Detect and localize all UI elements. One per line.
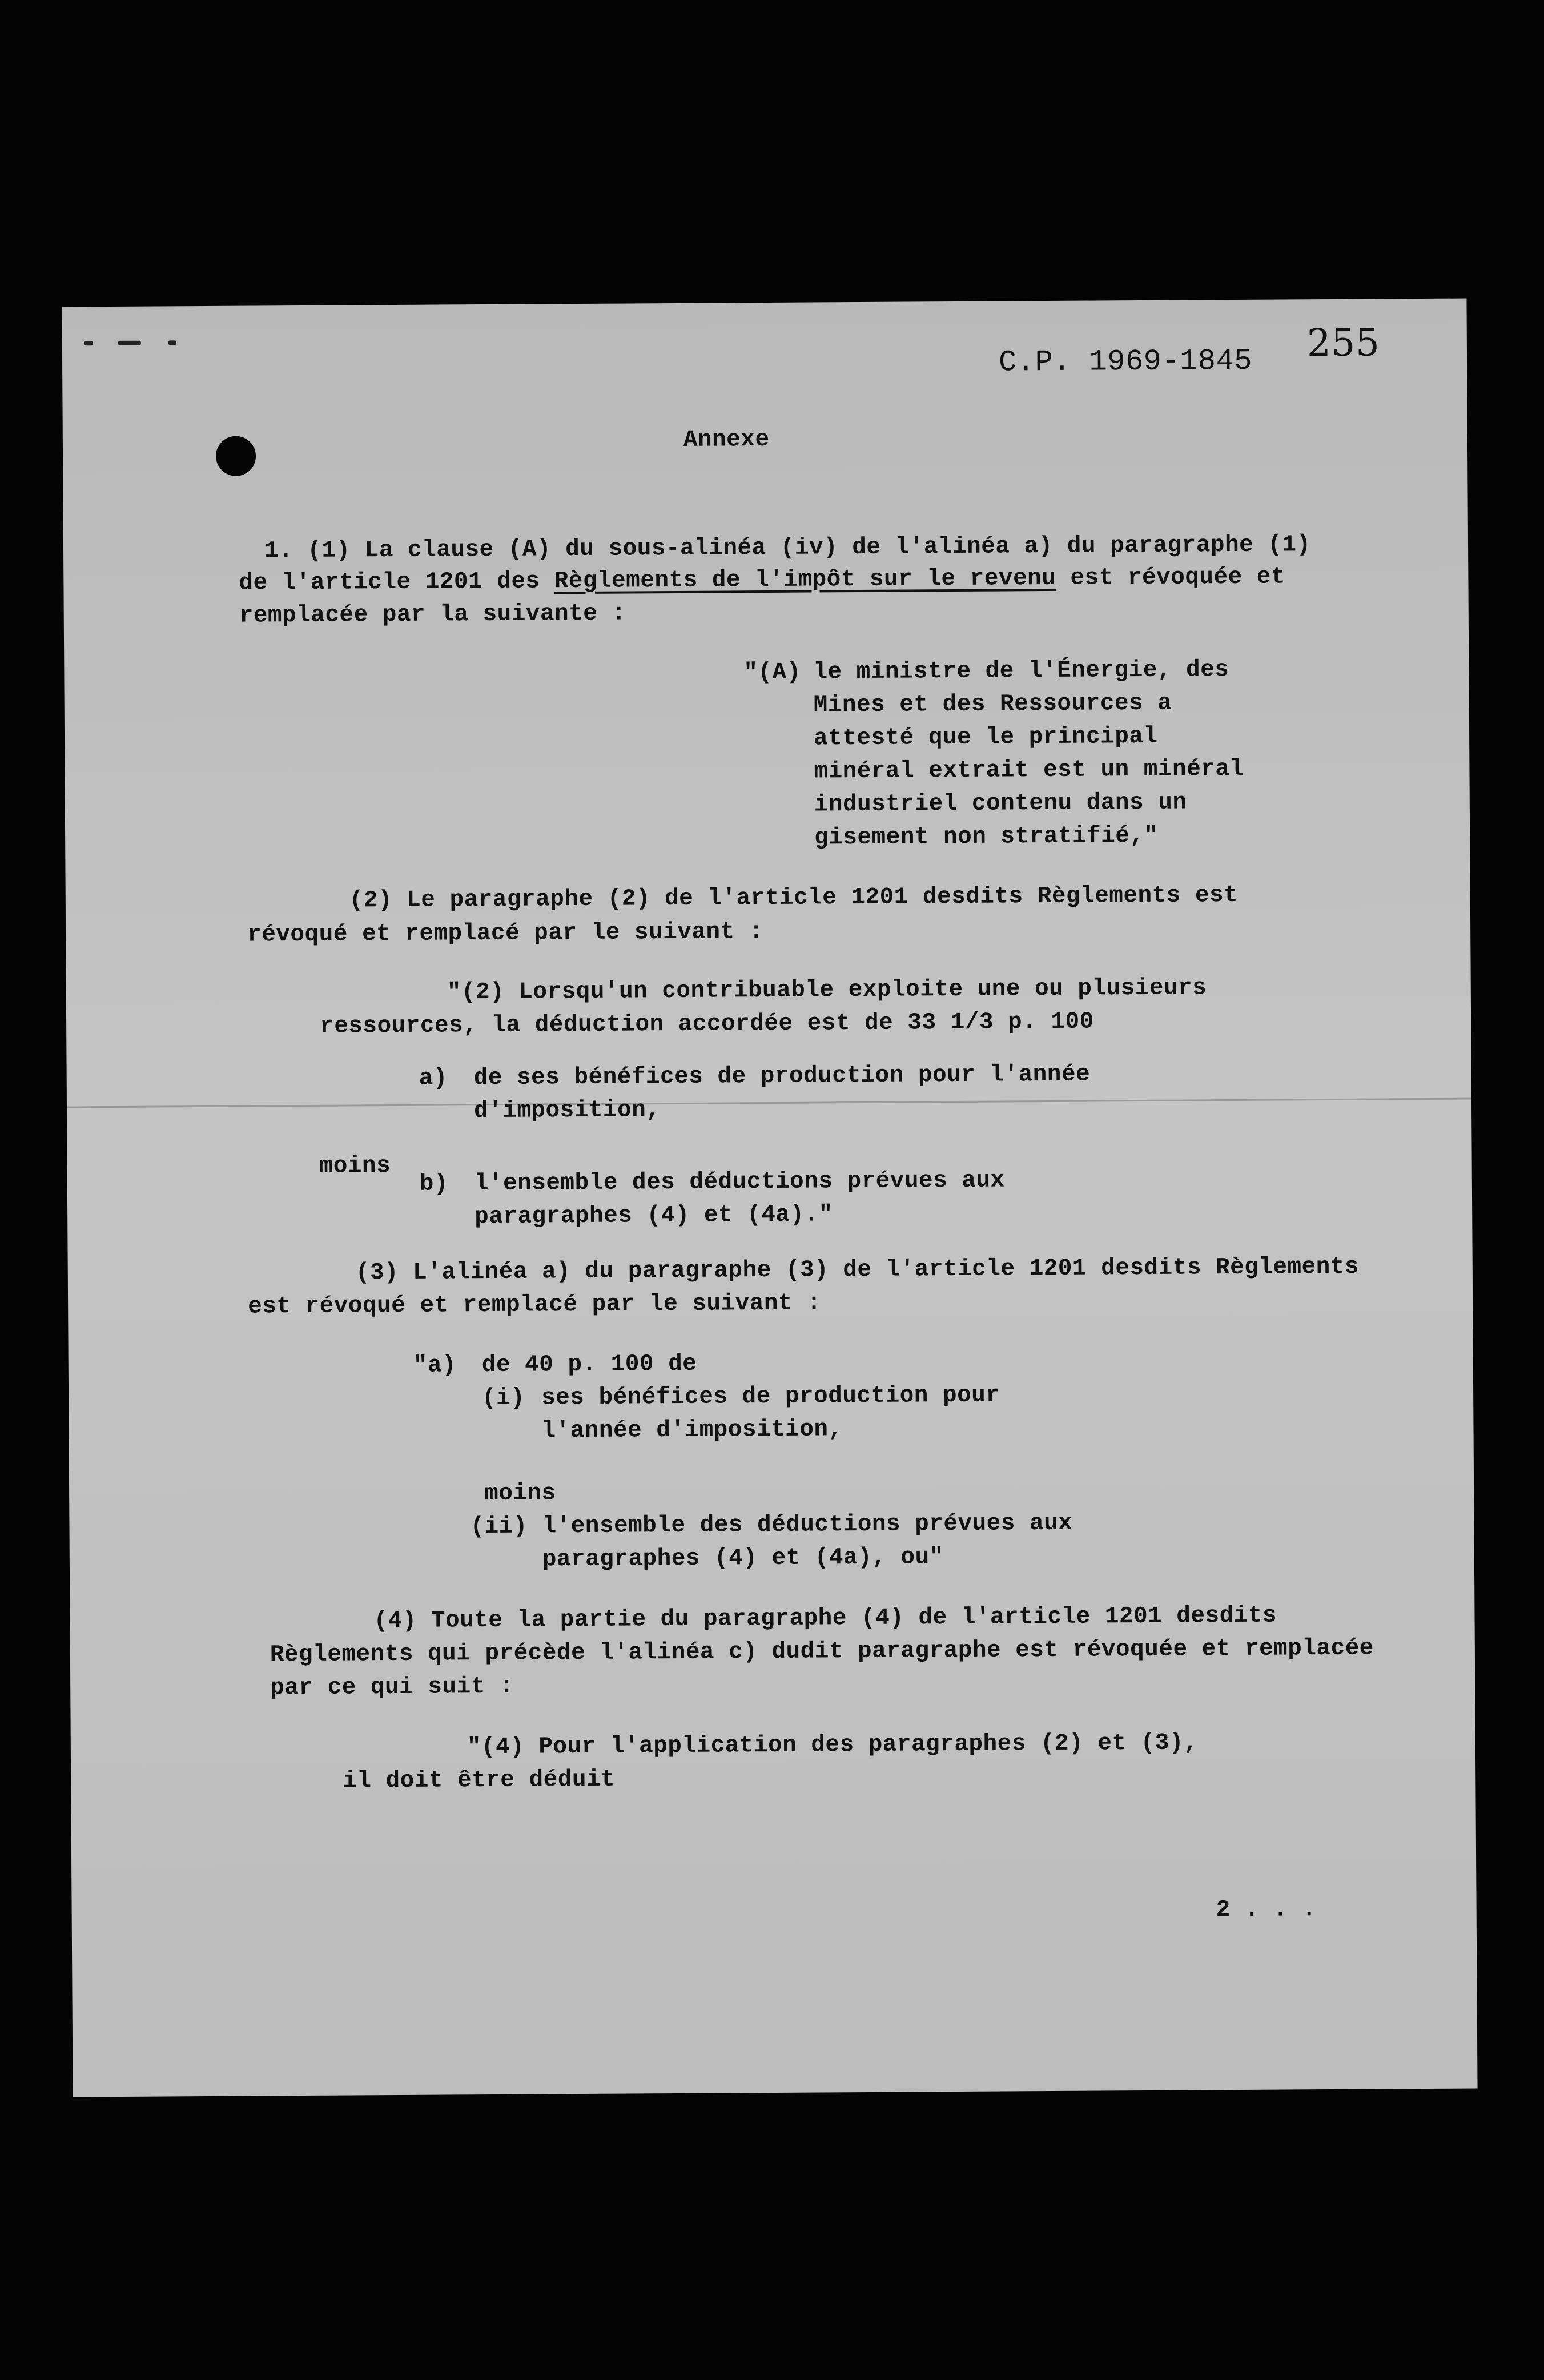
p4-line-3: par ce qui suit :: [270, 1673, 514, 1702]
p2-line-2: révoqué et remplacé par le suivant :: [247, 919, 764, 948]
p3-ii-line-1: l'ensemble des déductions prévues aux: [542, 1510, 1073, 1540]
p4-quote-line-1: "(4) Pour l'application des paragraphes (2) et (3),: [467, 1730, 1199, 1761]
p2-item-b-line-1: l'ensemble des déductions prévues aux: [474, 1167, 1005, 1197]
punch-hole: [216, 436, 256, 476]
p3-ii-label: (ii): [470, 1513, 528, 1541]
p2-quote-line-2: ressources, la déduction accordée est de 33 1/3 p. 100: [320, 1008, 1094, 1040]
p4-quote-line-2: il doit être déduit: [343, 1766, 616, 1795]
clause-a-label: "(A): [743, 659, 801, 686]
p1-line-2: [239, 565, 1285, 595]
page-title: Annexe: [683, 426, 770, 453]
pen-mark: [84, 340, 198, 345]
p2-item-a-label: a): [419, 1065, 448, 1092]
p4-line-1: (4) Toute la partie du paragraphe (4) de l'article 1201 desdits: [373, 1602, 1277, 1635]
regulation-title: Règlements de l'impôt sur le revenu: [554, 565, 1056, 595]
p3-a-text: de 40 p. 100 de: [481, 1350, 697, 1379]
clause-a-line-4: minéral extrait est un minéral: [814, 755, 1244, 785]
p2-item-b-label: b): [419, 1171, 449, 1197]
p3-a-label: "a): [413, 1352, 457, 1379]
p3-ii-line-2: paragraphes (4) et (4a), ou": [542, 1544, 944, 1573]
p3-line-2: est révoqué et remplacé par le suivant :: [248, 1290, 822, 1320]
p1-line-1: 1. (1) La clause (A) du sous-alinéa (iv) de l'alinéa a) du paragraphe (1): [264, 532, 1311, 565]
p1-line-2-end: est révoquée et: [1056, 564, 1286, 592]
p2-item-a-line-1: de ses bénéfices de production pour l'année: [473, 1061, 1091, 1092]
p2-item-a-line-2: d'imposition,: [473, 1097, 661, 1125]
document-page: [62, 299, 1477, 2097]
p1-line-2-start: de l'article 1201 des: [239, 568, 554, 597]
p3-i-label: (i): [481, 1385, 525, 1412]
clause-a-line-3: attesté que le principal: [813, 723, 1158, 752]
p3-i-line-1: ses bénéfices de production pour: [541, 1382, 1000, 1412]
continuation-marker: 2 . . .: [1216, 1896, 1317, 1924]
p2-moins: moins: [319, 1153, 391, 1180]
p3-i-line-2: l'année d'imposition,: [541, 1416, 843, 1445]
p4-line-2: Règlements qui précède l'alinéa c) dudit paragraphe est révoquée et remplacée: [270, 1635, 1374, 1669]
p2-line-1: (2) Le paragraphe (2) de l'article 1201 desdits Règlements est: [349, 882, 1239, 914]
p2-item-b-line-2: paragraphes (4) et (4a).": [475, 1201, 833, 1231]
p2-quote-line-1: "(2) Lorsqu'un contribuable exploite une ou plusieurs: [447, 975, 1207, 1006]
clause-a-line-2: Mines et des Ressources a: [813, 690, 1172, 719]
fold-line: [67, 1097, 1471, 1108]
p3-moins: moins: [484, 1480, 556, 1507]
clause-a-line-6: gisement non stratifié,": [814, 822, 1159, 851]
order-number: C.P. 1969-1845: [998, 344, 1253, 380]
page-stamp: 255: [1306, 320, 1380, 365]
p3-line-1: (3) L'alinéa a) du paragraphe (3) de l'article 1201 desdits Règlements: [355, 1253, 1360, 1287]
clause-a-line-5: industriel contenu dans un: [814, 789, 1187, 818]
clause-a-line-1: le ministre de l'Énergie, des: [813, 657, 1229, 686]
p1-line-3: remplacée par la suivante :: [239, 600, 626, 629]
